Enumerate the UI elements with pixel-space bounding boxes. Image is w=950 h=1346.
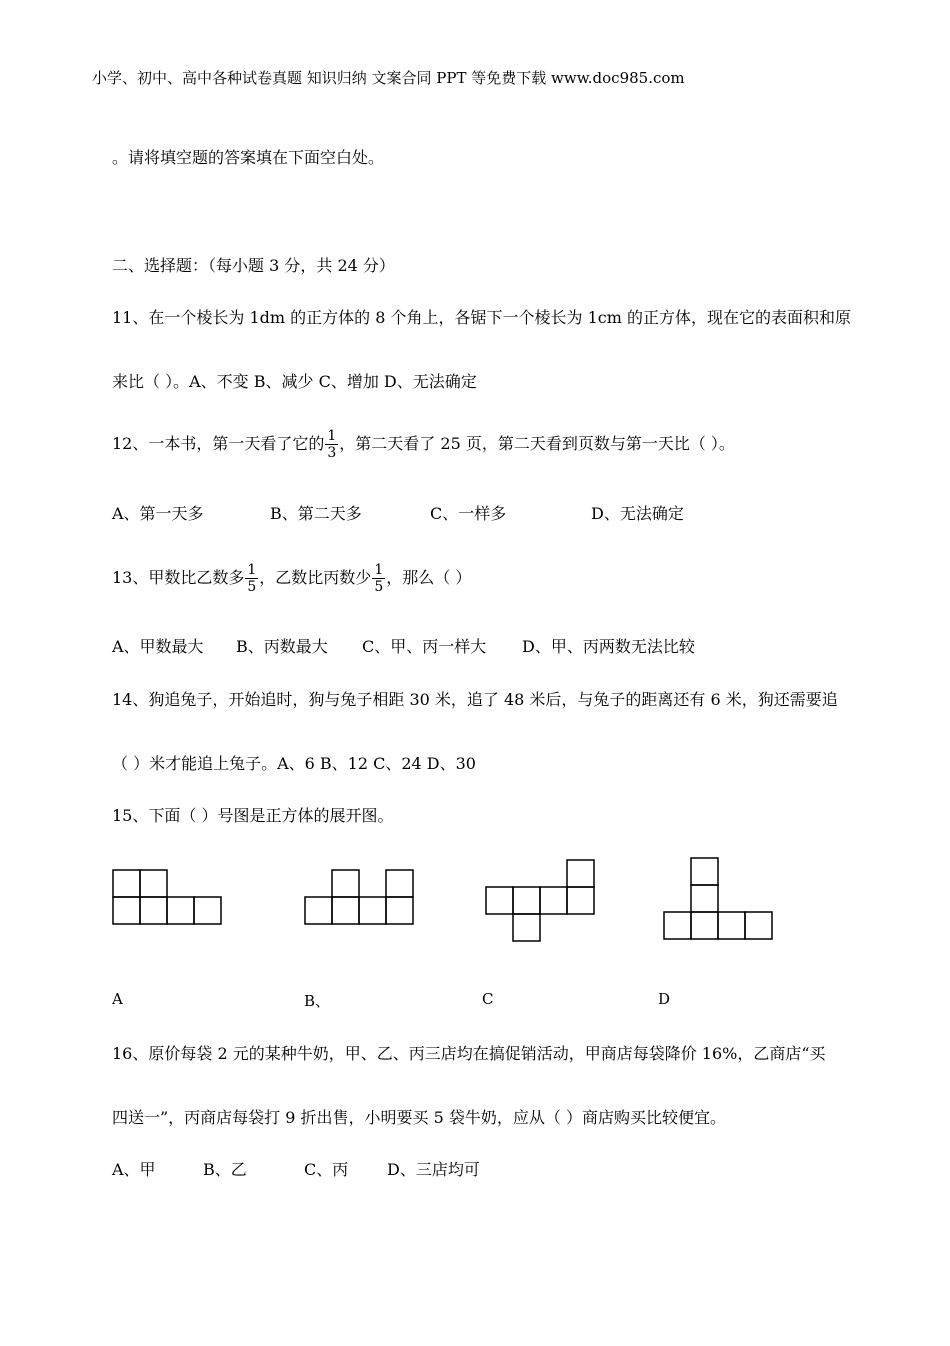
q14-line1: 14、狗追兔子，开始追时，狗与兔子相距 30 米，追了 48 米后，与兔子的距离还有 6 米，狗还需要追	[112, 690, 838, 709]
q13-option-a: A、甲数最大	[112, 637, 204, 656]
q13-frac1-num: 1	[247, 562, 257, 578]
q13-fraction-2	[372, 562, 385, 595]
q15-stem: 15、下面（ ）号图是正方体的展开图。	[112, 806, 394, 825]
cube-net-c	[485, 859, 595, 946]
q16-option-a: A、甲	[112, 1160, 156, 1179]
q12-frac-num: 1	[327, 428, 337, 444]
q12-stem	[112, 424, 735, 464]
q12-fraction	[325, 428, 338, 461]
q12-post: ，第二天看了 25 页，第二天看到页数与第一天比（ ）。	[339, 434, 735, 453]
net-label-b: B、	[304, 992, 331, 1010]
q13-frac2-den: 5	[374, 579, 384, 595]
q16-line2: 四送一”，丙商店每袋打 9 折出售，小明要买 5 袋牛奶，应从（ ）商店购买比较便宜。	[112, 1108, 726, 1127]
net-label-c: C	[482, 990, 494, 1008]
q12-option-c: C、一样多	[430, 504, 507, 523]
q16-option-b: B、乙	[203, 1160, 247, 1179]
cube-net-b	[304, 869, 414, 929]
section-title: 二、选择题：（每小题 3 分，共 24 分）	[112, 256, 395, 275]
q13-post: ，那么（ ）	[386, 568, 472, 587]
cube-net-d	[663, 857, 773, 944]
q12-option-b: B、第二天多	[270, 504, 362, 523]
net-label-a: A	[112, 990, 123, 1008]
q13-fraction-1	[245, 562, 258, 595]
q11-line1: 11、在一个棱长为 1dm 的正方体的 8 个角上，各锯下一个棱长为 1cm 的正方体，现在它的表面积和原	[112, 308, 851, 327]
cube-net-a	[112, 869, 222, 929]
q16-option-c: C、丙	[304, 1160, 349, 1179]
q13-stem	[112, 558, 471, 598]
net-label-d: D	[658, 990, 671, 1008]
q16-line1: 16、原价每袋 2 元的某种牛奶，甲、乙、丙三店均在搞促销活动，甲商店每袋降价 16%，乙商店“买	[112, 1044, 826, 1063]
q12-option-d: D、无法确定	[591, 504, 684, 523]
q13-frac1-den: 5	[247, 579, 257, 595]
q14-line2: （ ）米才能追上兔子。A、6 B、12 C、24 D、30	[112, 754, 476, 773]
q13-frac2-num: 1	[374, 562, 384, 578]
page-header: 小学、初中、高中各种试卷真题 知识归纳 文案合同 PPT 等免费下载 www.doc985.com	[92, 69, 685, 87]
q12-pre: 12、一本书，第一天看了它的	[112, 434, 325, 453]
q13-option-b: B、丙数最大	[236, 637, 328, 656]
q13-pre: 13、甲数比乙数多	[112, 568, 245, 587]
q13-option-c: C、甲、丙一样大	[362, 637, 487, 656]
fill-in-note: 。请将填空题的答案填在下面空白处。	[112, 148, 385, 167]
q12-frac-den: 3	[327, 445, 337, 461]
q16-option-d: D、三店均可	[387, 1160, 480, 1179]
q11-line2: 来比（ ）。A、不变 B、减少 C、增加 D、无法确定	[112, 372, 477, 391]
q13-mid: ，乙数比丙数少	[259, 568, 372, 587]
q13-option-d: D、甲、丙两数无法比较	[522, 637, 695, 656]
q12-option-a: A、第一天多	[112, 504, 204, 523]
